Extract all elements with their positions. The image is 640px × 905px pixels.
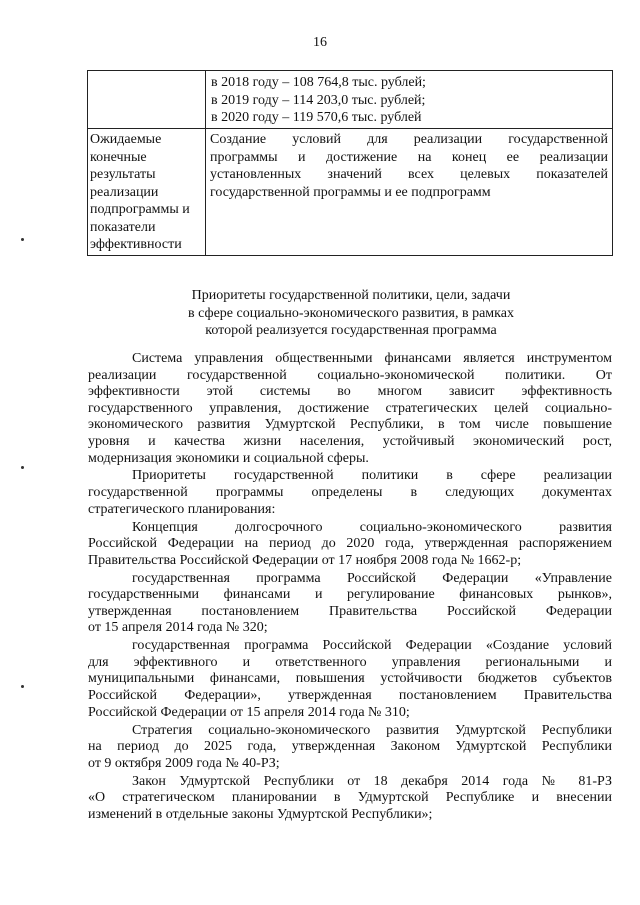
margin-scan-mark bbox=[21, 238, 24, 241]
table-cell-results-value bbox=[206, 129, 613, 256]
body-line: изменений в отдельные законы Удмуртской Республики»; bbox=[88, 806, 433, 822]
table-cell-financing-label bbox=[88, 71, 206, 129]
body-paragraph bbox=[88, 638, 612, 721]
body-line: государственная программа Российской Федерации «Управление bbox=[132, 570, 612, 586]
body-paragraph bbox=[88, 468, 612, 518]
body-line: для эффективного и ответственного управления региональными и bbox=[88, 654, 612, 670]
body-line: утвержденная постановлением Правительства Российской Федерации bbox=[88, 603, 612, 619]
body-line: Правительства Российской Федерации от 17 ноября 2008 года № 1662-р; bbox=[88, 552, 522, 568]
body-paragraph bbox=[88, 723, 612, 773]
section-heading-line: Приоритеты государственной политики, цели, задачи bbox=[191, 288, 511, 303]
body-line: Концепция долгосрочного социально-экономического развития bbox=[132, 519, 612, 535]
body-line: Закон Удмуртской Республики от 18 декабря 2014 года № 81-РЗ bbox=[132, 773, 612, 789]
body-line: экономического развития Удмуртской Республики, в том числе повышение bbox=[88, 417, 612, 433]
body-line: государственными финансами и регулирование финансовых рынков», bbox=[88, 587, 612, 603]
body-line: на период до 2025 года, утвержденная Законом Удмуртской Республики bbox=[88, 739, 612, 755]
body-line: от 9 октября 2009 года № 40-РЗ; bbox=[88, 755, 280, 771]
results-value-line: государственной программы и ее подпрограмм bbox=[210, 184, 491, 200]
body-paragraph bbox=[88, 774, 612, 824]
results-label-line: подпрограммы и bbox=[90, 202, 190, 217]
financing-line-2019: в 2019 году – 114 203,0 тыс. рублей; bbox=[211, 92, 426, 108]
body-line: государственная программа Российской Федерации «Создание условий bbox=[132, 638, 612, 654]
program-passport-table bbox=[87, 70, 613, 256]
margin-scan-mark bbox=[21, 466, 24, 469]
financing-line-2018: в 2018 году – 108 764,8 тыс. рублей; bbox=[211, 75, 426, 90]
body-line: муниципальными финансами, повышения устойчивости бюджетов субъектов bbox=[88, 671, 612, 687]
body-text bbox=[88, 351, 612, 825]
body-line: Система управления общественными финансами является инструментом bbox=[132, 351, 612, 366]
body-line: от 15 апреля 2014 года № 320; bbox=[88, 620, 268, 636]
section-heading-line: которой реализуется государственная программа bbox=[205, 323, 497, 338]
section-heading-line: в сфере социально-экономического развития, в рамках bbox=[188, 305, 514, 321]
body-line: Российской Федерации от 15 апреля 2014 года № 310; bbox=[88, 704, 410, 720]
financing-line-2020: в 2020 году – 119 570,6 тыс. рублей bbox=[211, 110, 422, 125]
results-label-line: результаты bbox=[90, 167, 156, 182]
body-line: уровня и качества жизни населения, устойчивый экономический рост, bbox=[88, 433, 612, 449]
body-line: эффективности этой системы во многом зависит эффективность bbox=[88, 384, 612, 400]
table-row-expected-results bbox=[88, 129, 613, 256]
results-value-line: установленных значений всех целевых показателей bbox=[210, 167, 608, 182]
body-paragraph bbox=[88, 571, 612, 637]
section-heading bbox=[90, 287, 612, 340]
body-line: модернизация экономики и социальной сферы. bbox=[88, 450, 369, 466]
body-line: Приоритеты государственной политики в сфере реализации bbox=[132, 468, 612, 484]
body-paragraph bbox=[88, 351, 612, 467]
results-label-line: реализации bbox=[90, 184, 159, 200]
body-line: Российской Федерации», утвержденная постановлением Правительства bbox=[88, 688, 612, 704]
table-cell-results-label bbox=[88, 129, 206, 256]
body-paragraph bbox=[88, 520, 612, 570]
results-label-line: показатели bbox=[90, 219, 156, 235]
results-label-line: Ожидаемые bbox=[90, 132, 162, 147]
body-line: Российской Федерации на период до 2020 года, утвержденная распоряжением bbox=[88, 536, 612, 552]
table-row-financing bbox=[88, 71, 613, 129]
body-line: государственного управления, достижение стратегических целей социально- bbox=[88, 400, 612, 416]
results-value-line: программы и достижение на конец ее реализации bbox=[210, 149, 608, 165]
table-cell-financing-values bbox=[206, 71, 613, 129]
body-line: Стратегия социально-экономического развития Удмуртской Республики bbox=[132, 722, 612, 738]
body-line: государственной программы определены в следующих документах bbox=[88, 485, 612, 501]
results-value-line: Создание условий для реализации государственной bbox=[210, 132, 608, 147]
results-label-line: конечные bbox=[90, 149, 147, 165]
page-number: 16 bbox=[313, 35, 327, 50]
body-line: стратегического планирования: bbox=[88, 501, 276, 517]
results-label-line: эффективности bbox=[90, 237, 182, 252]
body-line: «О стратегическом планировании в Удмуртской Республике и внесении bbox=[88, 790, 612, 806]
margin-scan-mark bbox=[21, 685, 24, 688]
body-line: реализации государственной социально-экономической политики. От bbox=[88, 367, 612, 383]
